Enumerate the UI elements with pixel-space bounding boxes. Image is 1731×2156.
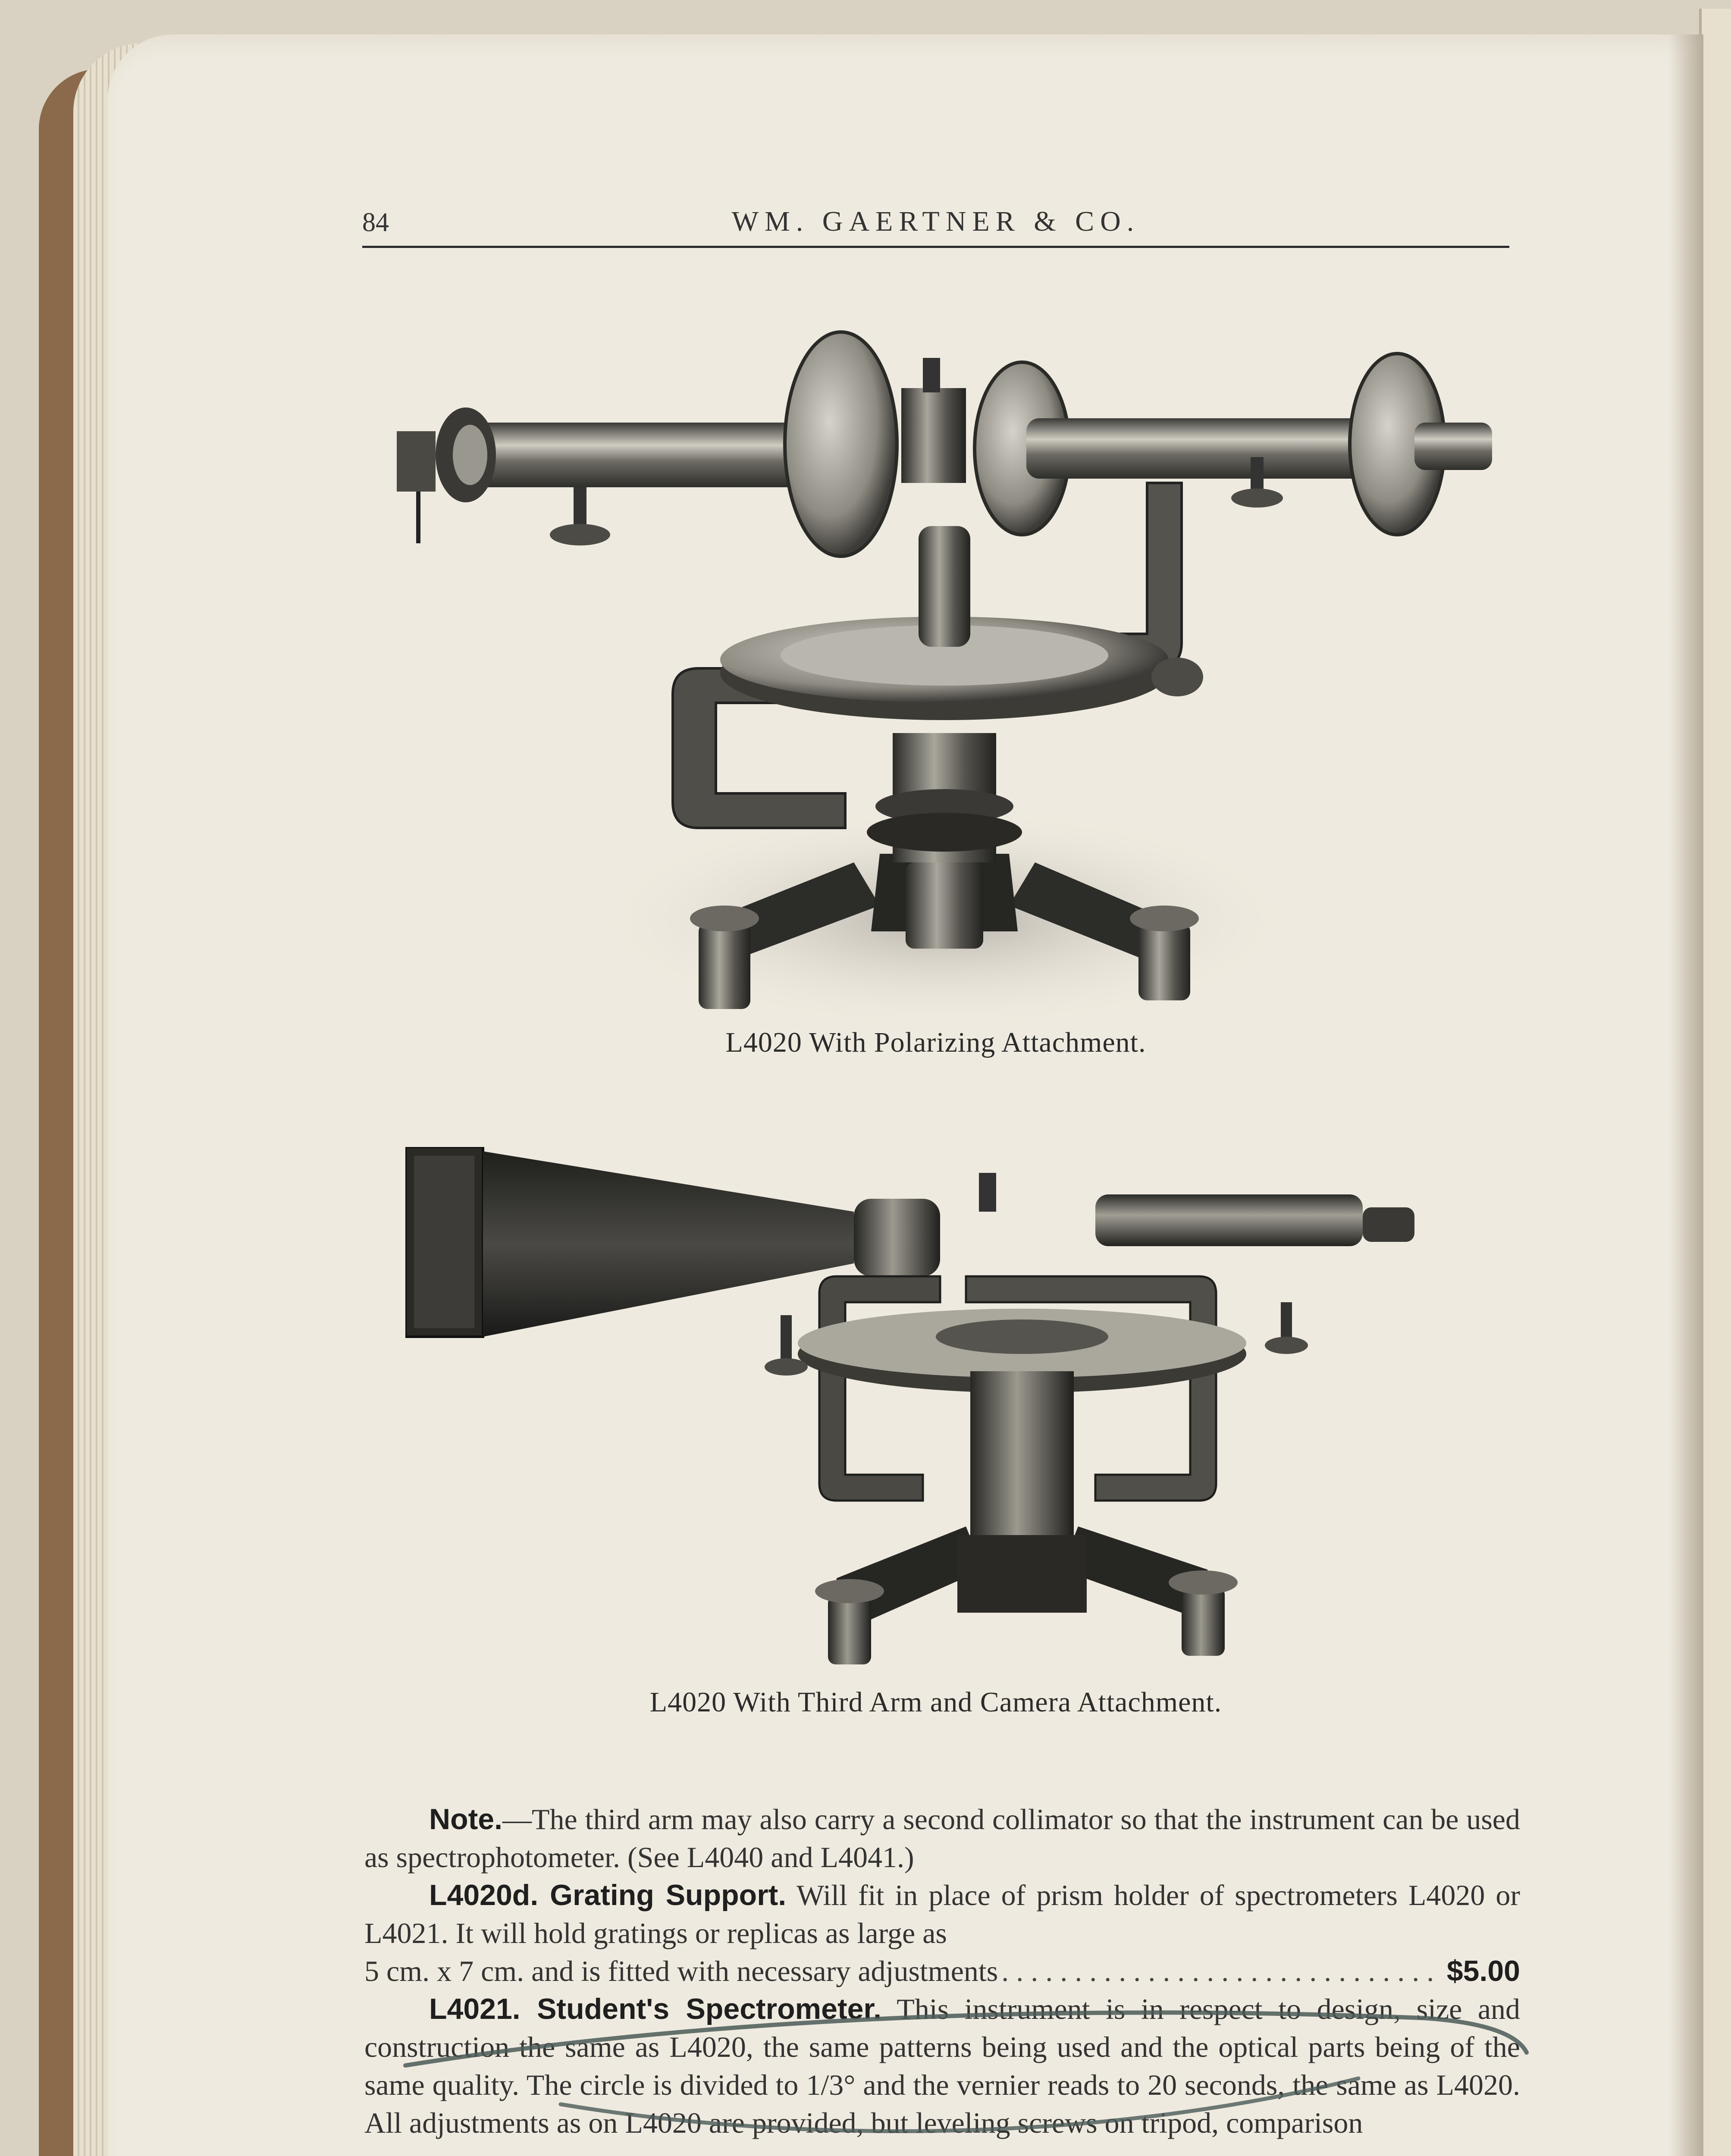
running-header [362,198,1509,248]
note-label: Note. [429,1803,502,1836]
polarizing-spectrometer-illustration [371,302,1518,1018]
grating-paragraph [364,1876,1520,1952]
figure-polarizing-spectrometer [371,302,1518,1018]
page-number: 84 [362,208,389,237]
grating-label: L4020d. Grating Support. [429,1879,787,1912]
student-label: L4021. Student's Spectrometer. [429,1993,882,2025]
note-body: —The third arm may also carry a second collimator so that the instrument can be used as spectrophotometer. (See L4040 and L4041.) [364,1803,1520,1874]
student-paragraph [364,1990,1520,2142]
figure-camera-spectrometer [405,1147,1492,1690]
note-paragraph [364,1800,1520,1876]
grating-price: $5.00 [1446,1955,1520,1987]
leader-dots [1001,1952,1443,1990]
page-gutter-shadow [1669,34,1703,2156]
figure-2-caption: L4020 With Third Arm and Camera Attachment. [649,1686,1222,1718]
grating-body: Will fit in place of prism holder of spectrometers L4020 or L4021. It will hold gratings or replicas as large as [364,1879,1520,1949]
grating-last-line: 5 cm. x 7 cm. and is fitted with necessary adjustments [364,1955,998,1987]
student-body: This instrument is in respect to design, size and construction the same as L4020, the same patterns being used and the optical parts being of the same quality. The circle is divided to 1/3° and the vernier reads to 20 seconds, the same as L4020. All adjustments as on L4020 are provided, but leveling screws on tripod, comparison [364,1993,1521,2139]
figure-1-caption: L4020 With Polarizing Attachment. [725,1027,1146,1058]
facing-page-edge [1699,9,1731,2156]
camera-spectrometer-illustration [405,1147,1492,1690]
running-title: WM. GAERTNER & CO. [731,206,1140,237]
catalog-text [364,1800,1520,2142]
grating-price-line [364,1952,1520,1990]
